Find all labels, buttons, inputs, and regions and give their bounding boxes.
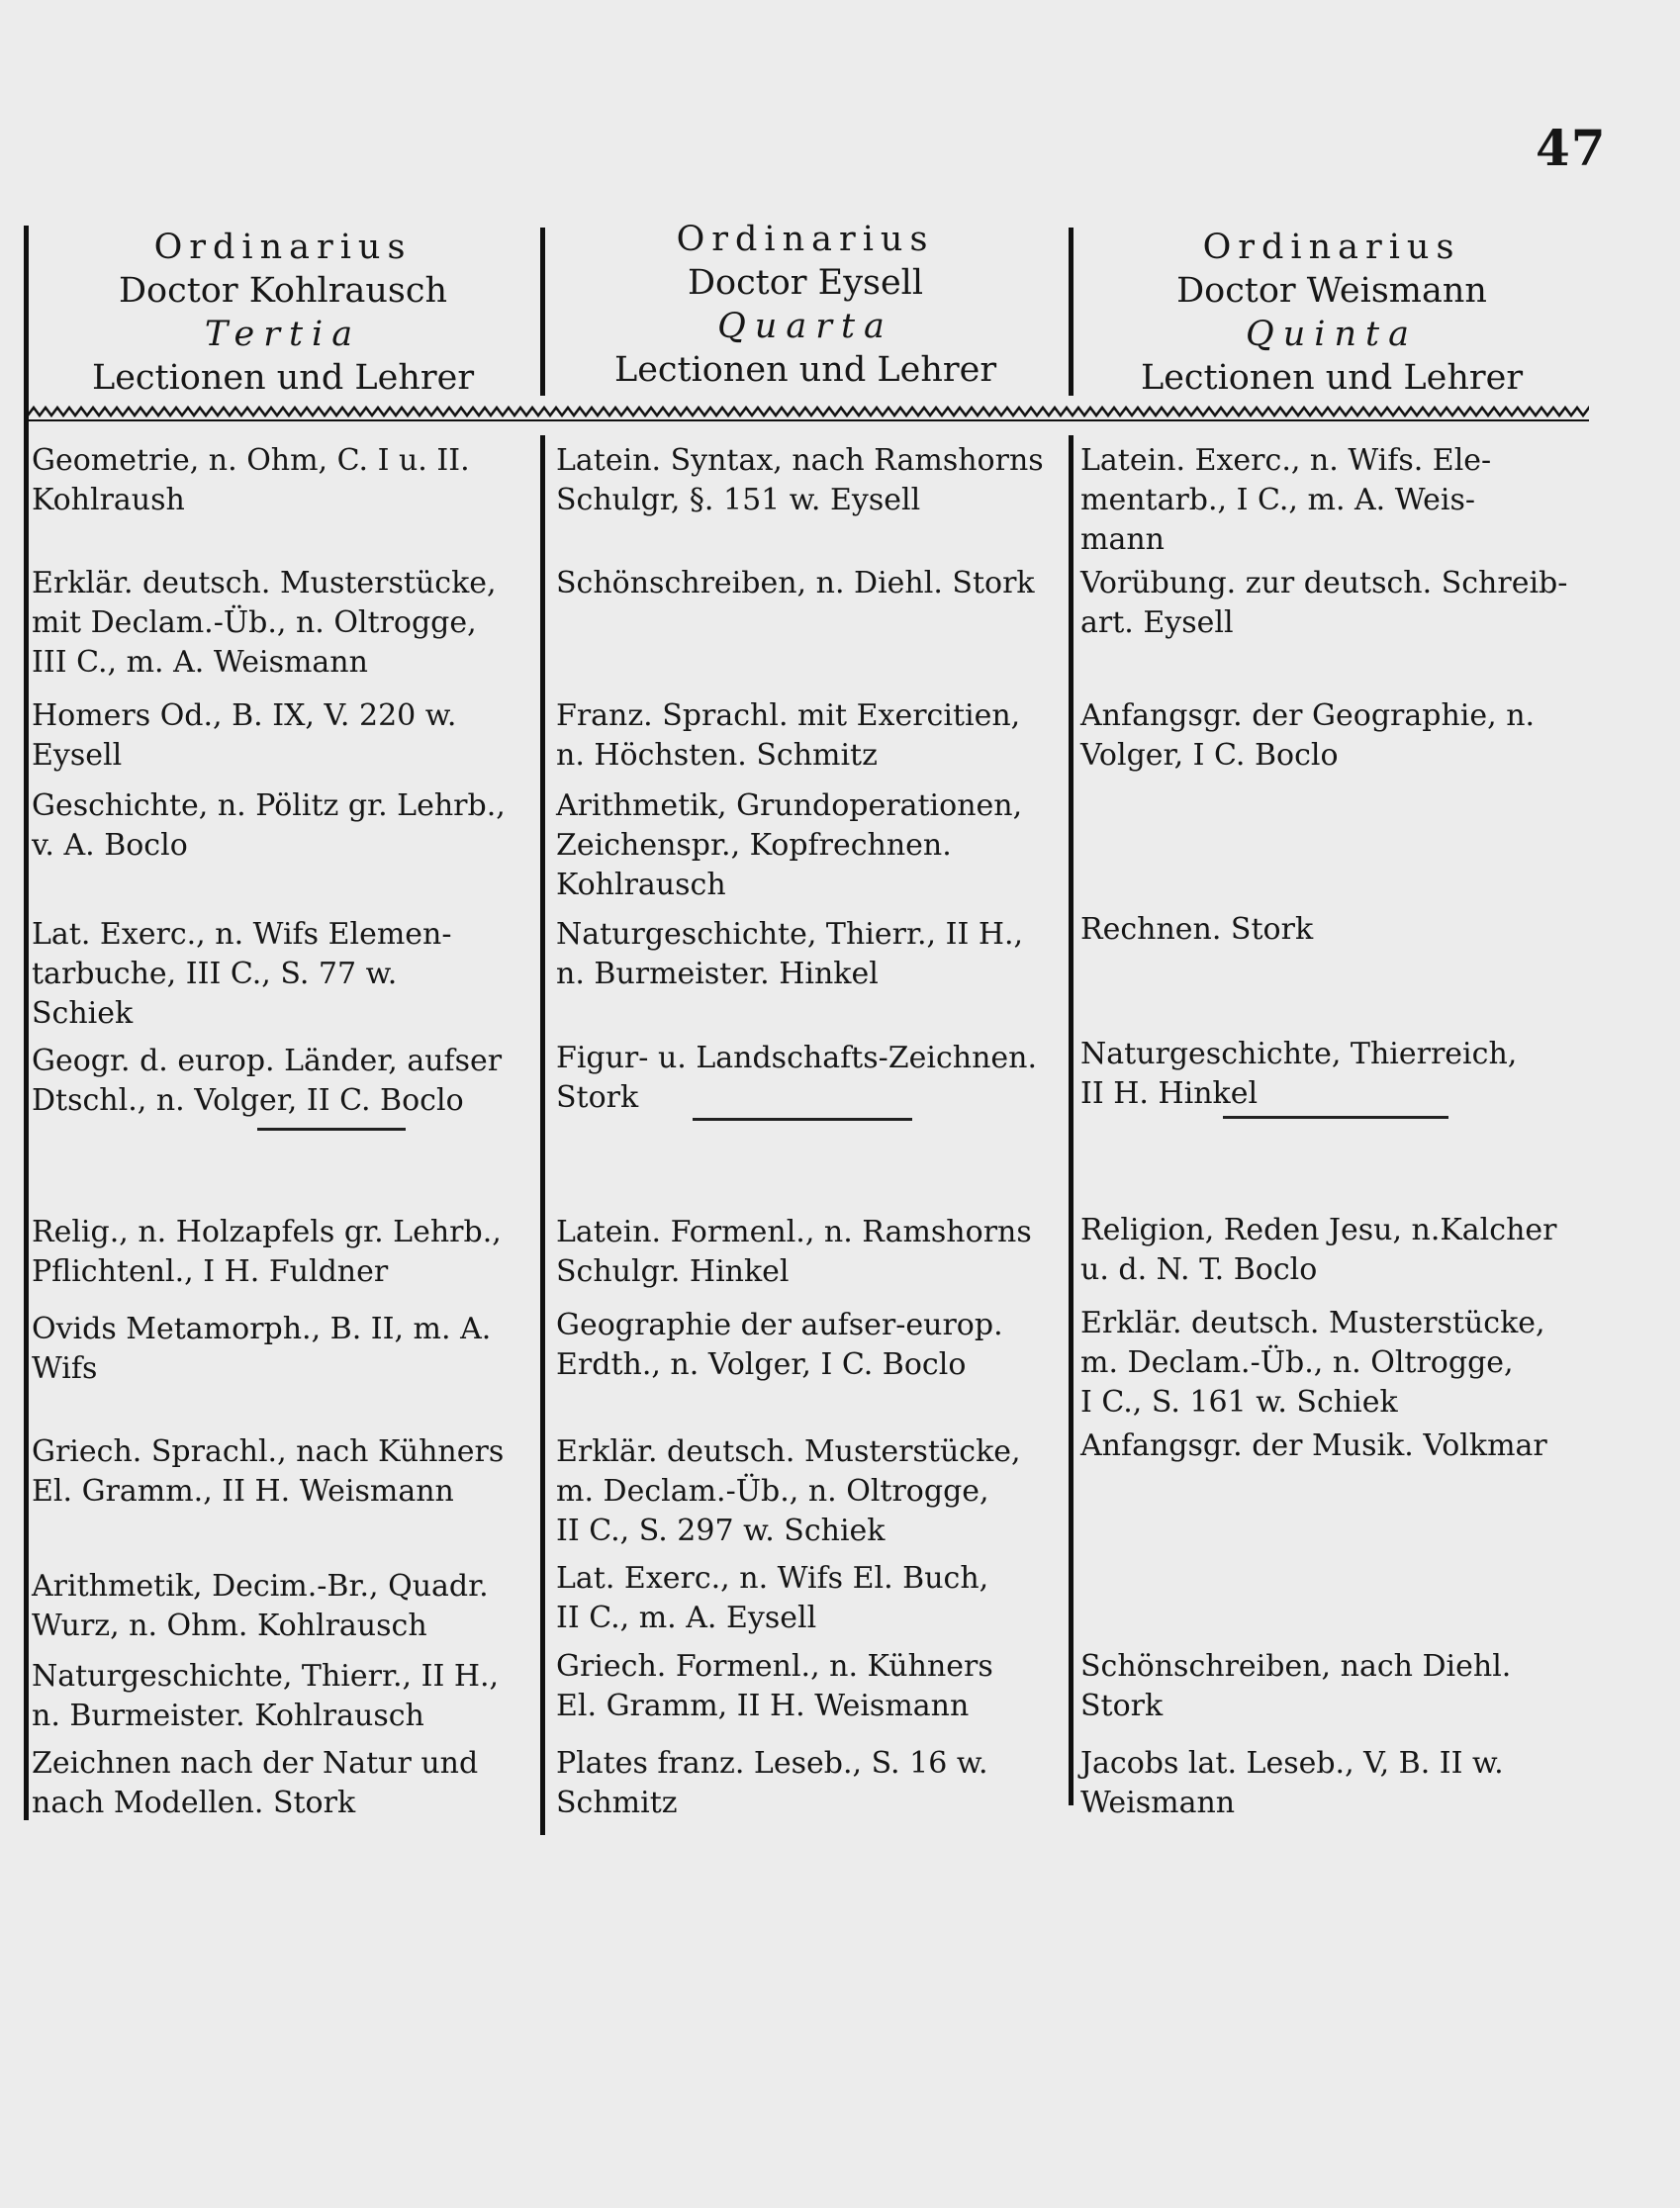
class-name: Tertia (204, 315, 362, 354)
class-name: Quinta (1246, 315, 1418, 354)
entry-col1: Geogr. d. europ. Länder, aufser Dtschl., n. Volger, II C. Boclo (32, 1044, 503, 1118)
entry-col1: Erklär. deutsch. Musterstücke, mit Declam.-Üb., n. Oltrogge, III C., m. A. Weismann (32, 566, 497, 680)
entry-col3: Anfangsgr. der Geographie, n. Volger, I C. Boclo (1080, 698, 1536, 773)
entry-col2: Latein. Syntax, nach Ramshorns Schulgr, §. 151 w. Eysell (556, 443, 1044, 517)
entry-col3: Anfangsgr. der Musik. Volkmar (1080, 1428, 1547, 1463)
entry-col2: Franz. Sprachl. mit Exercitien, n. Höchsten. Schmitz (556, 698, 1021, 773)
column-divider-1 (540, 228, 545, 396)
entry-col2: Arithmetik, Grundoperationen, Zeichenspr., Kopfrechnen. Kohlrausch (556, 788, 1023, 902)
entry-col3: Latein. Exerc., n. Wifs. Ele- mentarb., I C., m. A. Weis- mann (1080, 443, 1492, 557)
entry-col2: Lat. Exerc., n. Wifs El. Buch, II C., m. A. Eysell (556, 1561, 989, 1635)
ordinarius-label: Ordinarius (153, 228, 413, 267)
entry-col2: Geographie der aufser-europ. Erdth., n. Volger, I C. Boclo (556, 1308, 1003, 1382)
header-subtitle: Lectionen und Lehrer (91, 358, 475, 398)
entry-col2: Naturgeschichte, Thierr., II H., n. Burmeister. Hinkel (556, 917, 1024, 991)
entry-col1: Zeichnen nach der Natur und nach Modellen. Stork (32, 1746, 479, 1820)
entry-col1: Ovids Metamorph., B. II, m. A. Wifs (32, 1312, 492, 1386)
entry-col1: Naturgeschichte, Thierr., II H., n. Burmeister. Kohlrausch (32, 1659, 500, 1733)
entry-col1: Relig., n. Holzapfels gr. Lehrb., Pflichtenl., I H. Fuldner (32, 1215, 502, 1289)
entry-col2: Erklär. deutsch. Musterstücke, m. Declam.-Üb., n. Oltrogge, II C., S. 297 w. Schiek (556, 1434, 1021, 1548)
entry-col1: Geschichte, n. Pölitz gr. Lehrb., v. A. Boclo (32, 788, 506, 863)
entry-col3: Religion, Reden Jesu, n.Kalcher u. d. N. T. Boclo (1080, 1213, 1557, 1287)
page-number: 47 (1536, 119, 1607, 177)
column-divider-2 (1069, 228, 1073, 396)
column-divider-2-body (1069, 435, 1073, 1805)
section-end-rule-col1 (257, 1128, 406, 1131)
header-col-1 (30, 226, 536, 400)
wavy-divider (28, 404, 1589, 425)
doctor-name: Doctor Eysell (687, 263, 924, 303)
entry-col3: Jacobs lat. Leseb., V, B. II w. Weismann (1080, 1746, 1504, 1820)
entry-col3: Rechnen. Stork (1080, 912, 1314, 947)
entry-col1: Griech. Sprachl., nach Kühners El. Gramm., II H. Weismann (32, 1434, 505, 1509)
entry-col3: Erklär. deutsch. Musterstücke, m. Declam.-Üb., n. Oltrogge, I C., S. 161 w. Schiek (1080, 1306, 1545, 1420)
doctor-name: Doctor Kohlrausch (119, 271, 447, 311)
section-end-rule-col2 (693, 1118, 912, 1121)
header-subtitle: Lectionen und Lehrer (1140, 358, 1524, 398)
entry-col1: Arithmetik, Decim.-Br., Quadr. Wurz, n. Ohm. Kohlrausch (32, 1569, 489, 1643)
entry-col3: Schönschreiben, nach Diehl. Stork (1080, 1649, 1512, 1723)
entry-col3: Naturgeschichte, Thierreich, II H. Hinkel (1080, 1037, 1518, 1111)
entry-col2: Schönschreiben, n. Diehl. Stork (556, 566, 1035, 600)
entry-col2: Latein. Formenl., n. Ramshorns Schulgr. Hinkel (556, 1215, 1032, 1289)
header-col-2 (546, 218, 1065, 392)
entry-col3: Vorübung. zur deutsch. Schreib- art. Eysell (1080, 566, 1568, 640)
entry-col2: Figur- u. Landschafts-Zeichnen. Stork (556, 1041, 1038, 1115)
header-subtitle: Lectionen und Lehrer (613, 350, 997, 390)
doctor-name: Doctor Weismann (1176, 271, 1487, 311)
class-name: Quarta (717, 307, 893, 346)
section-end-rule-col3 (1223, 1116, 1448, 1119)
entry-col1: Geometrie, n. Ohm, C. I u. II. Kohlraush (32, 443, 470, 517)
column-divider-1-body (540, 435, 545, 1835)
ordinarius-label: Ordinarius (1202, 228, 1461, 267)
left-border-rule (24, 226, 29, 1820)
entry-col1: Lat. Exerc., n. Wifs Elemen- tarbuche, III C., S. 77 w. Schiek (32, 917, 452, 1031)
ordinarius-label: Ordinarius (676, 220, 935, 259)
entry-col2: Griech. Formenl., n. Kühners El. Gramm, II H. Weismann (556, 1649, 993, 1723)
entry-col1: Homers Od., B. IX, V. 220 w. Eysell (32, 698, 457, 773)
entry-col2: Plates franz. Leseb., S. 16 w. Schmitz (556, 1746, 988, 1820)
header-col-3 (1074, 226, 1589, 400)
